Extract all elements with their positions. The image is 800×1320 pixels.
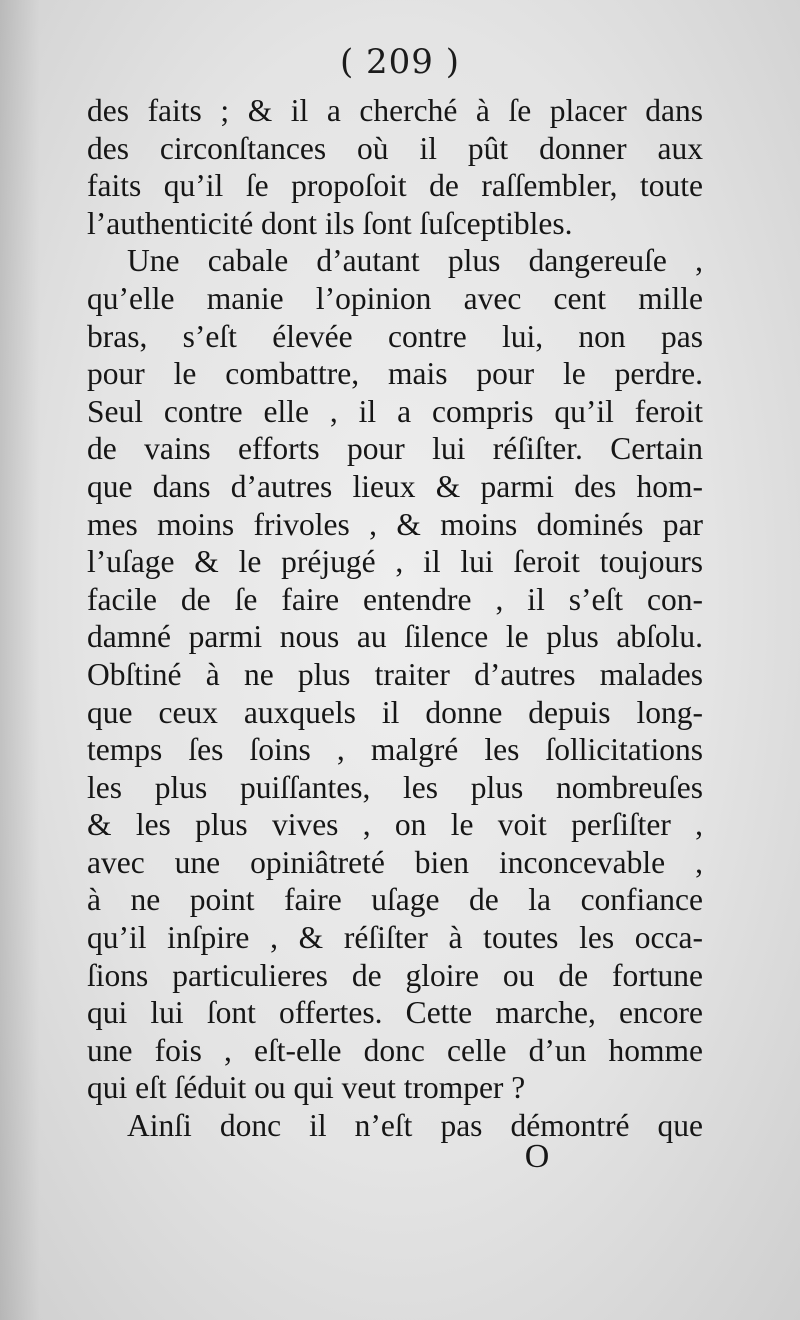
text-line: des faits ; & il a cherché à ſe placer dans [87, 93, 703, 128]
text-line: mes moins frivoles , & moins dominés par [87, 506, 703, 542]
text-line: temps ſes ſoins , malgré les ſollicitations [87, 732, 703, 768]
body-text [87, 92, 703, 1145]
text-line: ſions particulieres de gloire ou de fortune [87, 957, 703, 993]
text-line: pour le combattre, mais pour le perdre. [87, 356, 703, 392]
text-line: avec une opiniâtreté bien inconcevable , [87, 844, 703, 880]
text-line: bras, s’eſt élevée contre lui, non pas [87, 318, 703, 354]
text-line: des circonſtances où il pût donner aux [87, 130, 703, 166]
page-number: ( 209 ) [339, 42, 461, 82]
text-line: l’uſage & le préjugé , il lui ſeroit toujours [87, 544, 703, 580]
text-line: damné parmi nous au ſilence le plus abſolu. [87, 619, 703, 655]
text-line: Seul contre elle , il a compris qu’il feroit [87, 393, 703, 429]
text-line: à ne point faire uſage de la confiance [87, 882, 703, 918]
text-line: les plus puiſſantes, les plus nombreuſes [87, 769, 703, 805]
text-line: faits qu’il ſe propoſoit de raſſembler, toute [87, 168, 703, 204]
signature-mark: O [524, 1138, 550, 1175]
text-line: qu’elle manie l’opinion avec cent mille [87, 280, 703, 316]
text-line: l’authenticité dont ils ſont ſuſceptibles. [87, 205, 573, 241]
text-line: que ceux auxquels il donne depuis long- [87, 694, 703, 730]
text-line: facile de ſe faire entendre , il s’eſt con- [87, 581, 703, 617]
text-line: une fois , eſt-elle donc celle d’un homme [87, 1032, 703, 1068]
text-line: Obſtiné à ne plus traiter d’autres malades [87, 656, 703, 692]
page-gutter-shadow [0, 0, 40, 1320]
paragraph-start-line: Une cabale d’autant plus dangereuſe , [127, 243, 703, 279]
paragraph-start-line: Ainſi donc il n’eſt pas démontré que [127, 1108, 703, 1144]
text-line: & les plus vives , on le voit perſiſter , [87, 807, 703, 843]
text-line: qui lui ſont offertes. Cette marche, encore [87, 995, 703, 1031]
text-line: qu’il inſpire , & réſiſter à toutes les occa- [87, 920, 703, 956]
text-line: que dans d’autres lieux & parmi des hom- [87, 468, 703, 504]
text-line: de vains efforts pour lui réſiſter. Certain [87, 431, 703, 467]
text-line: qui eſt ſéduit ou qui veut tromper ? [87, 1070, 526, 1106]
